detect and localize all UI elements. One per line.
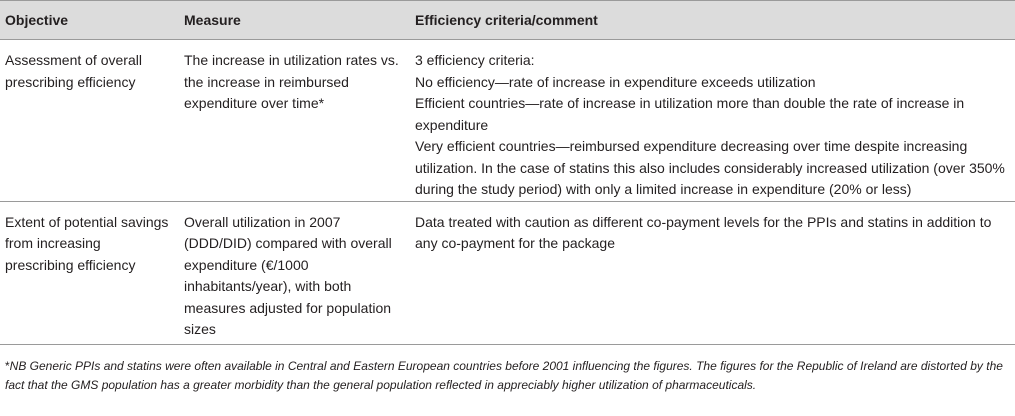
- footnote-text: NB Generic PPIs and statins were often available in Central and Eastern European countries before 2001 influencing the figures. The figures for the Republic of Ireland are distorted by the fact that the GMS population has a greater morbidity than the general population reflected in appreciably higher utilization of pharmaceuticals.: [5, 359, 1003, 392]
- header-objective: Objective: [0, 1, 179, 40]
- comment-line: 3 efficiency criteria:: [415, 52, 535, 68]
- footnote-marker: *: [5, 359, 10, 373]
- comment-line: Efficient countries—rate of increase in utilization more than double the rate of increase in expenditure: [415, 95, 965, 133]
- comment-line: No efficiency—rate of increase in expenditure exceeds utilization: [415, 73, 816, 90]
- cell-measure: Overall utilization in 2007 (DDD/DID) compared with overall expenditure (€/1000 inhabitants/year), with both measures adjusted for population sizes: [179, 201, 408, 344]
- table-header: [0, 1, 1015, 40]
- table-footnote: [5, 357, 1010, 395]
- table-body: [0, 40, 1015, 345]
- cell-measure: The increase in utilization rates vs. the increase in reimbursed expenditure over time*: [179, 40, 408, 202]
- comment-line: Very efficient countries—reimbursed expenditure decreasing over time despite increasing utilization. In the case of statins this also includes considerably increased utilization (over 350% during the study period) with only a limited increase in expenditure (20% or less): [415, 138, 1005, 197]
- cell-comment: [408, 40, 1015, 202]
- table-row: [0, 201, 1015, 344]
- comment-line: Data treated with caution as different co-payment levels for the PPIs and statins in addition to any co-payment for the package: [415, 213, 992, 251]
- cell-comment: [408, 201, 1015, 344]
- cell-objective: Assessment of overall prescribing efficiency: [0, 40, 179, 202]
- header-row: [0, 1, 1015, 40]
- header-efficiency-criteria: Efficiency criteria/comment: [408, 1, 1015, 40]
- table-row: [0, 40, 1015, 202]
- header-measure: Measure: [179, 1, 408, 40]
- cell-objective: Extent of potential savings from increasing prescribing efficiency: [0, 201, 179, 344]
